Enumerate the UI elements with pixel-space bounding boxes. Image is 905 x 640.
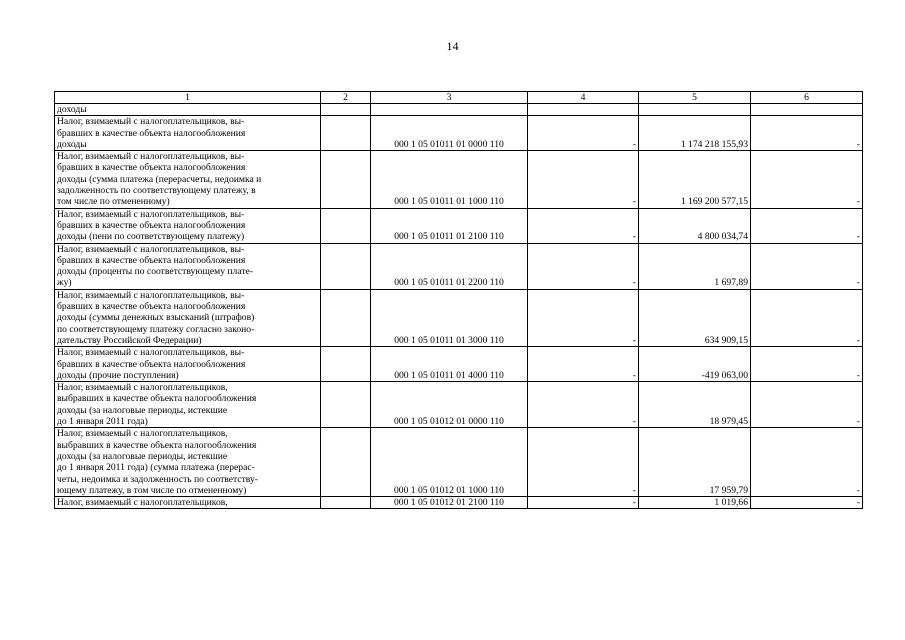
row-name-line: том числе по отмененному) xyxy=(57,196,170,208)
row-name-cell xyxy=(55,104,321,116)
row-name-line: до 1 января 2011 года) xyxy=(57,416,148,428)
row-col2-cell xyxy=(321,428,371,497)
row-col6-cell: - xyxy=(751,116,863,151)
table-row xyxy=(55,497,863,509)
row-col6-cell: - xyxy=(751,428,863,497)
row-code-cell xyxy=(371,104,528,116)
row-name-line: бравших в качестве объекта налогообложения xyxy=(57,254,246,266)
page-number: 14 xyxy=(446,39,459,53)
column-header-4: 4 xyxy=(528,92,639,104)
row-name-line: до 1 января 2011 года) (сумма платежа (перерас- xyxy=(57,462,255,474)
row-name-line: ющему платежу, в том числе по отмененному) xyxy=(57,484,247,496)
row-name-line: доходы (за налоговые периоды, истекшие xyxy=(57,404,228,416)
row-col2-cell xyxy=(321,289,371,346)
row-name-line: Налог, взимаемый с налогоплательщиков, вы- xyxy=(57,243,245,255)
row-col4-cell: - xyxy=(528,382,639,428)
row-name-line: жу) xyxy=(57,277,72,289)
row-name-line: доходы (пени по соответствующему платежу) xyxy=(57,231,245,243)
row-col4-cell: - xyxy=(528,428,639,497)
row-name-line: Налог, взимаемый с налогоплательщиков, вы- xyxy=(57,289,245,301)
row-name-line: выбравших в качестве объекта налогообложения xyxy=(57,393,257,405)
column-header-3: 3 xyxy=(371,92,528,104)
row-name-cell xyxy=(55,151,321,208)
row-name-line: дательству Российской Федерации) xyxy=(57,334,202,346)
row-name-line: Налог, взимаемый с налогоплательщиков, xyxy=(57,382,228,394)
row-col4-cell: - xyxy=(528,347,639,382)
revenue-table xyxy=(54,91,863,509)
row-code-cell: 000 1 05 01011 01 2200 110 xyxy=(371,243,528,289)
row-amount-cell: 18 979,45 xyxy=(639,382,751,428)
row-name-line: Налог, взимаемый с налогоплательщиков, вы- xyxy=(57,347,245,359)
row-col2-cell xyxy=(321,243,371,289)
table-row xyxy=(55,428,863,497)
row-col4-cell: - xyxy=(528,289,639,346)
row-name-line: Налог, взимаемый с налогоплательщиков, вы- xyxy=(57,208,245,220)
row-code-cell: 000 1 05 01012 01 1000 110 xyxy=(371,428,528,497)
row-col4-cell xyxy=(528,104,639,116)
row-col2-cell xyxy=(321,347,371,382)
table-row xyxy=(55,347,863,382)
table-row xyxy=(55,104,863,116)
row-col6-cell: - xyxy=(751,497,863,509)
row-amount-cell: 1 697,89 xyxy=(639,243,751,289)
row-name-cell xyxy=(55,497,321,509)
row-name-line: доходы (проценты по соответствующему плате- xyxy=(57,266,253,278)
row-name-line: бравших в качестве объекта налогообложения xyxy=(57,301,246,313)
row-name-line: Налог, взимаемый с налогоплательщиков, xyxy=(57,428,228,440)
row-code-cell: 000 1 05 01011 01 1000 110 xyxy=(371,151,528,208)
row-name-line: по соответствующему платежу согласно законо- xyxy=(57,323,255,335)
row-name-line: доходы xyxy=(57,138,87,150)
row-code-cell: 000 1 05 01011 01 3000 110 xyxy=(371,289,528,346)
row-name-line: доходы (суммы денежных взысканий (штрафов) xyxy=(57,312,255,324)
column-header-2: 2 xyxy=(321,92,371,104)
row-name-line: доходы (за налоговые периоды, истекшие xyxy=(57,450,228,462)
row-col6-cell: - xyxy=(751,243,863,289)
column-header-1: 1 xyxy=(55,92,321,104)
row-name-line: бравших в качестве объекта налогообложения xyxy=(57,219,246,231)
row-code-cell: 000 1 05 01011 01 2100 110 xyxy=(371,208,528,243)
table-row xyxy=(55,116,863,151)
column-header-6: 6 xyxy=(751,92,863,104)
row-name-cell xyxy=(55,243,321,289)
row-name-line: задолженность по соответствующему платежу, в xyxy=(57,185,256,197)
row-name-line: бравших в качестве объекта налогообложения xyxy=(57,358,246,370)
row-amount-cell: 1 019,66 xyxy=(639,497,751,509)
table-body xyxy=(55,104,863,509)
row-amount-cell: -419 063,00 xyxy=(639,347,751,382)
row-col6-cell: - xyxy=(751,289,863,346)
row-name-line: бравших в качестве объекта налогообложения xyxy=(57,162,246,174)
row-name-cell xyxy=(55,347,321,382)
row-col2-cell xyxy=(321,208,371,243)
row-name-line: выбравших в качестве объекта налогообложения xyxy=(57,439,257,451)
table-row xyxy=(55,382,863,428)
row-col6-cell xyxy=(751,104,863,116)
row-name-cell xyxy=(55,428,321,497)
row-amount-cell: 17 959,79 xyxy=(639,428,751,497)
row-col6-cell: - xyxy=(751,382,863,428)
table-row xyxy=(55,208,863,243)
table-row xyxy=(55,289,863,346)
row-col4-cell: - xyxy=(528,243,639,289)
row-name-cell xyxy=(55,382,321,428)
row-code-cell: 000 1 05 01012 01 2100 110 xyxy=(371,497,528,509)
row-col2-cell xyxy=(321,151,371,208)
row-col6-cell: - xyxy=(751,151,863,208)
row-amount-cell: 634 909,15 xyxy=(639,289,751,346)
row-col4-cell: - xyxy=(528,208,639,243)
table-row xyxy=(55,243,863,289)
row-name-line: Налог, взимаемый с налогоплательщиков, вы- xyxy=(57,116,245,128)
row-col2-cell xyxy=(321,104,371,116)
row-code-cell: 000 1 05 01012 01 0000 110 xyxy=(371,382,528,428)
row-name-cell xyxy=(55,116,321,151)
row-amount-cell xyxy=(639,104,751,116)
table-row xyxy=(55,151,863,208)
row-col4-cell: - xyxy=(528,116,639,151)
row-code-cell: 000 1 05 01011 01 0000 110 xyxy=(371,116,528,151)
table-header-row xyxy=(55,92,863,104)
row-col6-cell: - xyxy=(751,347,863,382)
row-amount-cell: 1 169 200 577,15 xyxy=(639,151,751,208)
row-col2-cell xyxy=(321,116,371,151)
column-header-5: 5 xyxy=(639,92,751,104)
row-col2-cell xyxy=(321,497,371,509)
row-amount-cell: 4 800 034,74 xyxy=(639,208,751,243)
row-name-line: четы, недоимка и задолженность по соответству- xyxy=(57,473,258,485)
row-name-cell xyxy=(55,289,321,346)
row-col4-cell: - xyxy=(528,497,639,509)
row-col4-cell: - xyxy=(528,151,639,208)
row-code-cell: 000 1 05 01011 01 4000 110 xyxy=(371,347,528,382)
row-name-cell xyxy=(55,208,321,243)
row-name-line: бравших в качестве объекта налогообложения xyxy=(57,127,246,139)
row-name-line: доходы (сумма платежа (перерасчеты, недоимка и xyxy=(57,173,262,185)
row-name-line: Налог, взимаемый с налогоплательщиков, вы- xyxy=(57,151,245,163)
row-amount-cell: 1 174 218 155,93 xyxy=(639,116,751,151)
row-name-line: доходы xyxy=(57,104,87,115)
row-col6-cell: - xyxy=(751,208,863,243)
row-name-line: Налог, взимаемый с налогоплательщиков, xyxy=(57,497,228,509)
row-name-line: доходы (прочие поступления) xyxy=(57,369,179,381)
row-col2-cell xyxy=(321,382,371,428)
